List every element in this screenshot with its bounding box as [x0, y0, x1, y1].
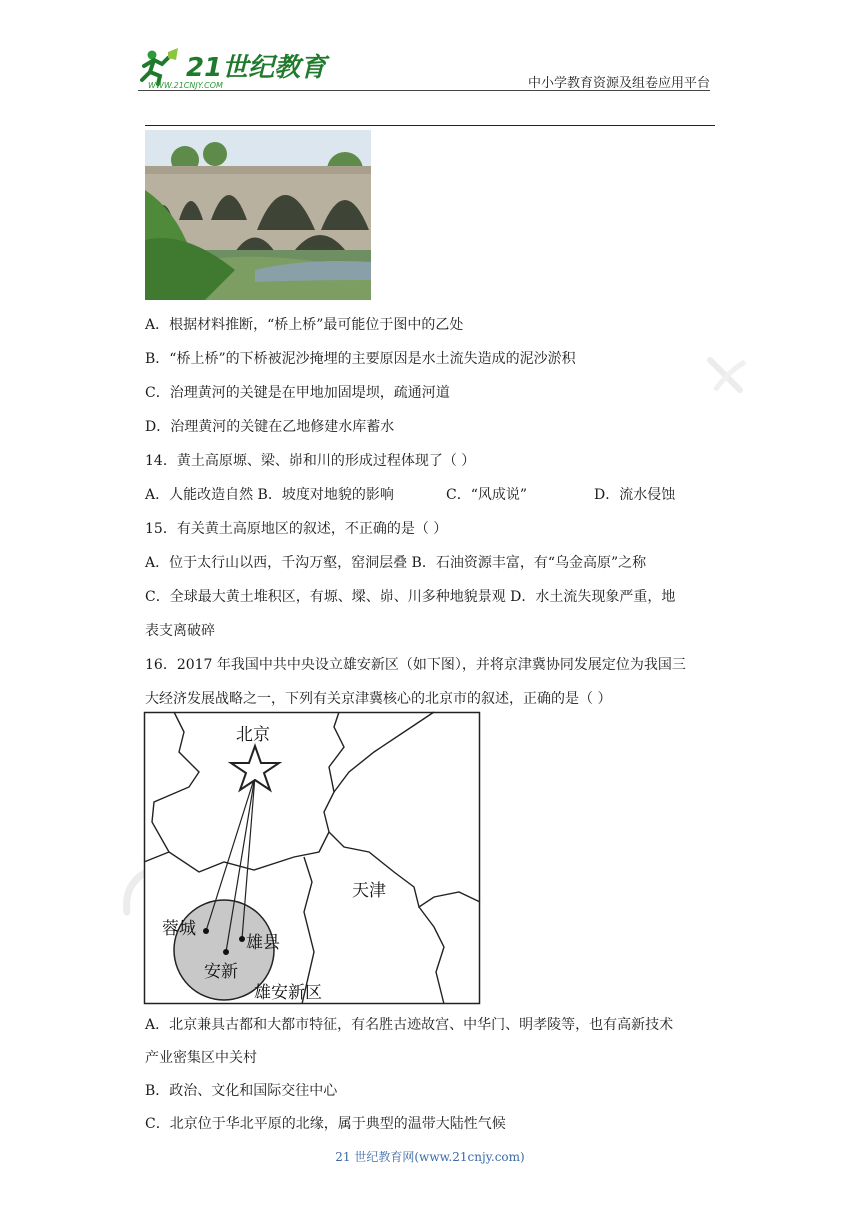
tianjin-label: 天津 — [352, 881, 386, 901]
xiongan-label: 雄安新区 — [254, 983, 322, 1003]
q16-option-a-line2: 产业密集区中关村 — [145, 1050, 257, 1066]
xiongan-map — [144, 712, 480, 1004]
question-14: 14．黄土高原塬、梁、峁和川的形成过程体现了（ ） — [145, 453, 476, 469]
q16-option-a-line1: A．北京兼具古都和大都市特征，有名胜古迹故宫、中华门、明孝陵等，也有高新技术 — [145, 1017, 674, 1033]
q16-option-b: B．政治、文化和国际交往中心 — [145, 1083, 338, 1099]
q13-option-d: D．治理黄河的关键在乙地修建水库蓄水 — [145, 419, 395, 435]
xiongxian-label: 雄县 — [246, 933, 280, 953]
q15-options-cd: C．全球最大黄土堆积区，有塬、墚、峁、川多种地貌景观 D．水土流失现象严重，地 — [145, 589, 676, 605]
watermark-icon — [700, 350, 760, 410]
logo-text: 21世纪教育 — [186, 53, 327, 83]
logo-url: WWW.21CNJY.COM — [148, 81, 223, 90]
anxin-point — [223, 949, 229, 955]
bridge-photo — [145, 130, 371, 300]
runner-icon — [142, 48, 178, 84]
xiongxian-point — [239, 936, 245, 942]
q13-option-c: C．治理黄河的关键是在甲地加固堤坝，疏通河道 — [145, 385, 450, 401]
content-divider — [145, 125, 715, 126]
rongcheng-label: 蓉城 — [162, 919, 196, 939]
question-16-line2: 大经济发展战略之一，下列有关京津冀核心的北京市的叙述，正确的是（ ） — [145, 691, 612, 707]
q13-option-a: A．根据材料推断，“桥上桥”最可能位于图中的乙处 — [145, 317, 464, 333]
question-16-line1: 16．2017 年我国中共中央设立雄安新区（如下图），并将京津冀协同发展定位为我国三 — [145, 657, 686, 673]
site-logo — [138, 46, 327, 90]
header-divider — [138, 90, 710, 91]
q15-options-ab: A．位于太行山以西，千沟万壑，窑洞层叠 B．石油资源丰富，有“乌金高原”之称 — [145, 555, 647, 571]
page-footer: 21 世纪教育网(www.21cnjy.com) — [335, 1150, 525, 1164]
rongcheng-point — [203, 928, 209, 934]
question-15: 15．有关黄土高原地区的叙述，不正确的是（ ） — [145, 521, 448, 537]
q14-options-ab: A．人能改造自然 B．坡度对地貌的影响 — [145, 487, 394, 503]
q14-option-c: C．“风成说” — [446, 487, 528, 503]
platform-name: 中小学教育资源及组卷应用平台 — [527, 76, 710, 91]
q13-option-b: B．“桥上桥”的下桥被泥沙掩埋的主要原因是水土流失造成的泥沙淤积 — [145, 351, 576, 367]
q15-options-cd-cont: 表支离破碎 — [145, 623, 215, 639]
q16-option-c: C．北京位于华北平原的北缘，属于典型的温带大陆性气候 — [145, 1116, 506, 1132]
anxin-label: 安新 — [204, 962, 238, 982]
beijing-label: 北京 — [236, 725, 270, 745]
q14-option-d: D．流水侵蚀 — [594, 487, 676, 503]
